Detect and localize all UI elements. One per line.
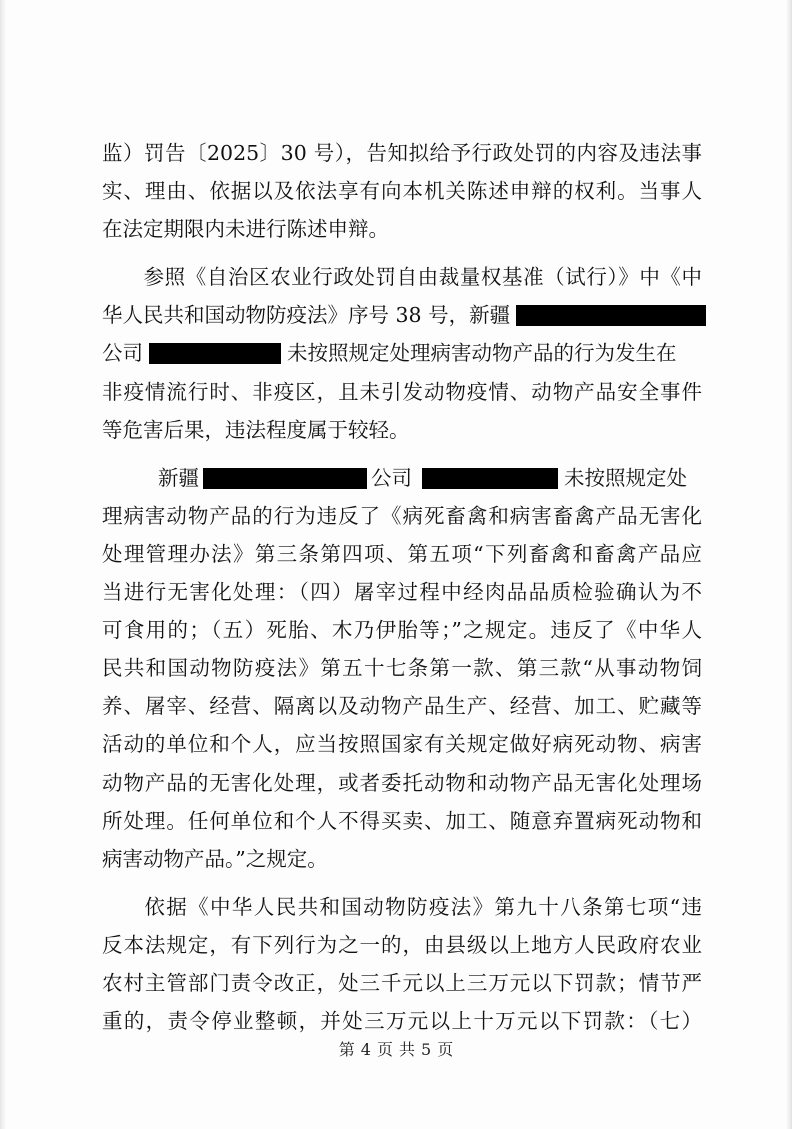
text-line: 非疫情流行时、非疫区，且未引发动物疫情、动物产品安全事件 (102, 379, 702, 404)
paragraph-2 (102, 258, 702, 448)
text-line: 新疆 公司 未按照规定处 (158, 465, 687, 490)
scan-edge-left (0, 0, 6, 1129)
total-page-number: 5 (421, 1040, 432, 1059)
text-line: 理病害动物产品的行为违反了《病死畜禽和病害畜禽产品无害化 (102, 503, 702, 528)
text-line: 养、屠宰、经营、隔离以及动物产品生产、经营、加工、贮藏等 (102, 694, 702, 719)
text-line: 依据《中华人民共和国动物防疫法》第九十八条第七项“违 (143, 894, 702, 919)
redaction-box (203, 468, 367, 489)
text-line: 公司 未按照规定处理病害动物产品的行为发生在 (102, 341, 677, 366)
text-line: 处理管理办法》第三条第四项、第五项“下列畜禽和畜禽产品应 (102, 541, 702, 566)
text-line: 实、理由、依据以及依法享有向本机关陈述申辩的权利。当事人 (102, 179, 702, 204)
text-line: 反本法规定，有下列行为之一的，由县级以上地方人民政府农业 (102, 932, 702, 957)
footer-gong: 共 (399, 1040, 416, 1059)
redaction-box (149, 343, 281, 364)
page-number-footer (0, 1037, 792, 1060)
text-line: 所处理。任何单位和个人不得买卖、加工、随意弃置病死动物和 (102, 808, 702, 833)
text-line: 参照《自治区农业行政处罚自由裁量权基准（试行）》中《中 (143, 265, 702, 290)
text-line: 重的，责令停业整顿，并处三万元以上十万元以下罚款：（七） (102, 1009, 702, 1034)
text-line: 华人民共和国动物防疫法》序号 38 号，新疆 (102, 296, 702, 334)
text-line: 病害动物产品。”之规定。 (102, 846, 328, 871)
text-line: 监）罚告〔2025〕30 号），告知拟给予行政处罚的内容及违法事 (102, 141, 702, 165)
paragraph-1 (102, 134, 702, 248)
text-line: 当进行无害化处理：（四）屠宰过程中经肉品品质检验确认为不 (102, 580, 702, 605)
redaction-box (516, 305, 706, 326)
text-line: 农村主管部门责令改正，处三千元以上三万元以下罚款；情节严 (102, 970, 702, 995)
footer-di: 第 (338, 1040, 355, 1059)
text-line: 动物产品的无害化处理，或者委托动物和动物产品无害化处理场 (102, 770, 702, 795)
footer-ye: 页 (376, 1040, 393, 1059)
scan-edge-right (786, 0, 792, 1129)
current-page-number: 4 (360, 1040, 371, 1059)
text-line: 可食用的；（五）死胎、木乃伊胎等；”之规定。违反了《中华人 (102, 618, 702, 643)
footer-ye2: 页 (437, 1040, 454, 1059)
text-line: 在法定期限内未进行陈述申辩。 (102, 217, 389, 242)
redaction-box (422, 468, 558, 489)
document-body (102, 134, 702, 1040)
text-line: 民共和国动物防疫法》第五十七条第一款、第三款“从事动物饲 (102, 656, 702, 681)
text-line: 等危害后果，违法程度属于较轻。 (102, 417, 410, 442)
paragraph-3 (102, 459, 702, 878)
text-line: 活动的单位和个人，应当按照国家有关规定做好病死动物、病害 (102, 732, 702, 757)
paragraph-4 (102, 888, 702, 1040)
